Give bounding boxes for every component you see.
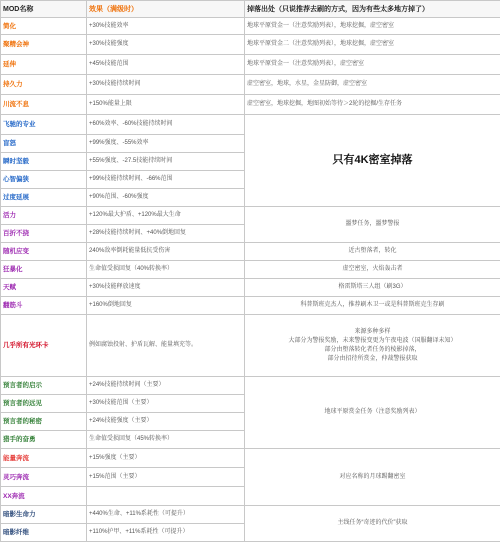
mod-effect: +30%技能效率	[87, 18, 245, 35]
mod-source-merged: 噩梦任务，噩梦警报	[245, 207, 500, 243]
mod-name: 几乎所有光环卡	[1, 315, 87, 377]
mod-name: 延伸	[1, 55, 87, 75]
mod-name: 川流不息	[1, 95, 87, 115]
mod-effect: +24%技能持续时间（主要）	[87, 377, 245, 395]
mod-name: 过度延展	[1, 189, 87, 207]
table-row	[1, 315, 500, 377]
mod-effect: +15%范围（主要）	[87, 468, 245, 487]
mod-name: 简化	[1, 18, 87, 35]
mod-source: 科普斯班克杰人，推荐刷木卫一或是科普斯班克生存刷	[245, 297, 500, 315]
mod-effect: +440%生命、+11%系耗性（可提升）	[87, 506, 245, 524]
table-row	[1, 207, 500, 225]
mod-source: 近古堕落者，转化	[245, 243, 500, 261]
mod-source-multiline	[245, 315, 500, 377]
mod-name: 随机应变	[1, 243, 87, 261]
table-row	[1, 18, 500, 35]
mod-effect: +30%技能强度	[87, 35, 245, 55]
mod-effect: +99%技能持续时间、-66%范围	[87, 171, 245, 189]
mod-source: 地球平原赏金一（注意奖励列表），虚空密室	[245, 55, 500, 75]
mod-name: 持久力	[1, 75, 87, 95]
source-line: 部分由招待所赏金，仲裁警报获取	[327, 355, 418, 362]
mod-name: 能量奔流	[1, 449, 87, 468]
mod-effect: +55%强度、-27.5技能持续时间	[87, 153, 245, 171]
mod-effect: 例如腐蚀投射、护盾瓦解、能量填充等。	[87, 315, 245, 377]
mod-name: XX奔流	[1, 487, 87, 506]
mod-effect: +24%技能强度（主要）	[87, 413, 245, 431]
table-row	[1, 115, 500, 135]
source-line: 大部分为警报奖励，未来警报变更为午夜电波（国服翻译未知）	[288, 337, 457, 344]
mod-effect: +30%技能持续时间	[87, 75, 245, 95]
table-row	[1, 243, 500, 261]
mod-source-merged: 只有4K密室掉落	[245, 115, 500, 207]
table-row	[1, 297, 500, 315]
table-row	[1, 75, 500, 95]
mod-effect: +45%技能范围	[87, 55, 245, 75]
mod-source-merged: 地球平原赏金任务（注意奖励列表）	[245, 377, 500, 449]
table-row	[1, 506, 500, 524]
mod-source-merged: 对应名称的月球踢翻密室	[245, 449, 500, 506]
header-row	[1, 1, 500, 18]
mod-name: 预言者的远见	[1, 395, 87, 413]
mod-name: 心智偏狭	[1, 171, 87, 189]
mod-name: 预言者的秘密	[1, 413, 87, 431]
mod-source: 格雷斯塔三人组（刷3G）	[245, 279, 500, 297]
header-mod-name: MOD名称	[1, 1, 87, 18]
mod-effect	[87, 487, 245, 506]
mod-effect: +30%技能释放速度	[87, 279, 245, 297]
mod-source: 虚空密室，地球，水星，金星防御，虚空密室	[245, 75, 500, 95]
table-row	[1, 55, 500, 75]
mod-name: 暗影生命力	[1, 506, 87, 524]
mod-effect: +110%护甲、+11%系耗性（可提升）	[87, 524, 245, 542]
source-line: 部分由堕落转化者任务的棱影掉落，	[324, 346, 421, 353]
header-source: 掉落出处（只说推荐去刷的方式，因为有些太多地方掉了）	[245, 1, 500, 18]
table-row	[1, 35, 500, 55]
mod-effect: +30%技能范围（主要）	[87, 395, 245, 413]
table-row	[1, 279, 500, 297]
mod-name: 天赋	[1, 279, 87, 297]
mod-name: 暗影纤维	[1, 524, 87, 542]
mod-name: 百折不挠	[1, 225, 87, 243]
table-row	[1, 377, 500, 395]
mod-name: 瞬时坚毅	[1, 153, 87, 171]
mod-effect: +99%强度、-55%效率	[87, 135, 245, 153]
mod-name: 预言者的启示	[1, 377, 87, 395]
mod-name: 猎手的奋勇	[1, 431, 87, 449]
table-row	[1, 261, 500, 279]
header-effect: 效果（满级时）	[87, 1, 245, 18]
mod-effect: +15%强度（主要）	[87, 449, 245, 468]
table-row	[1, 449, 500, 468]
mod-effect: +60%效率、-60%技能持续时间	[87, 115, 245, 135]
mod-effect: 240%敌率倒耗能量低抗受伤害	[87, 243, 245, 261]
table-row	[1, 95, 500, 115]
source-line: 来源多种多样	[354, 328, 391, 335]
mod-name: 灵巧奔流	[1, 468, 87, 487]
mod-effect: +120%最大护盾、+120%最大生命	[87, 207, 245, 225]
mod-name: 聚精会神	[1, 35, 87, 55]
mod-effect: +90%范围、-60%强度	[87, 189, 245, 207]
mod-source: 地球平原赏金二（注意奖励列表），地球挖掘，虚空密室	[245, 35, 500, 55]
mod-name: 狂暴化	[1, 261, 87, 279]
mod-effect: 生命值受损回复（45%转换率）	[87, 431, 245, 449]
mod-name: 飞驰的专业	[1, 115, 87, 135]
mod-effect: 生命值受损回复（40%转换率）	[87, 261, 245, 279]
mod-name: 翻筋斗	[1, 297, 87, 315]
mod-name: 盲怒	[1, 135, 87, 153]
mod-effect: +150%能量上限	[87, 95, 245, 115]
mod-source: 地球平原赏金一（注意奖励列表），地球挖掘，虚空密室	[245, 18, 500, 35]
mod-source-merged: 主线任务“奇迹的代价”获取	[245, 506, 500, 542]
mod-source: 虚空密室，地球挖掘，地图初始等待＞2轮的挖掘/生存任务	[245, 95, 500, 115]
mod-source: 虚空密室，火焰轰击者	[245, 261, 500, 279]
mod-effect: +160%倒地回复	[87, 297, 245, 315]
mod-name: 活力	[1, 207, 87, 225]
mod-effect: +28%技能持续时间、+40%倒地回复	[87, 225, 245, 243]
